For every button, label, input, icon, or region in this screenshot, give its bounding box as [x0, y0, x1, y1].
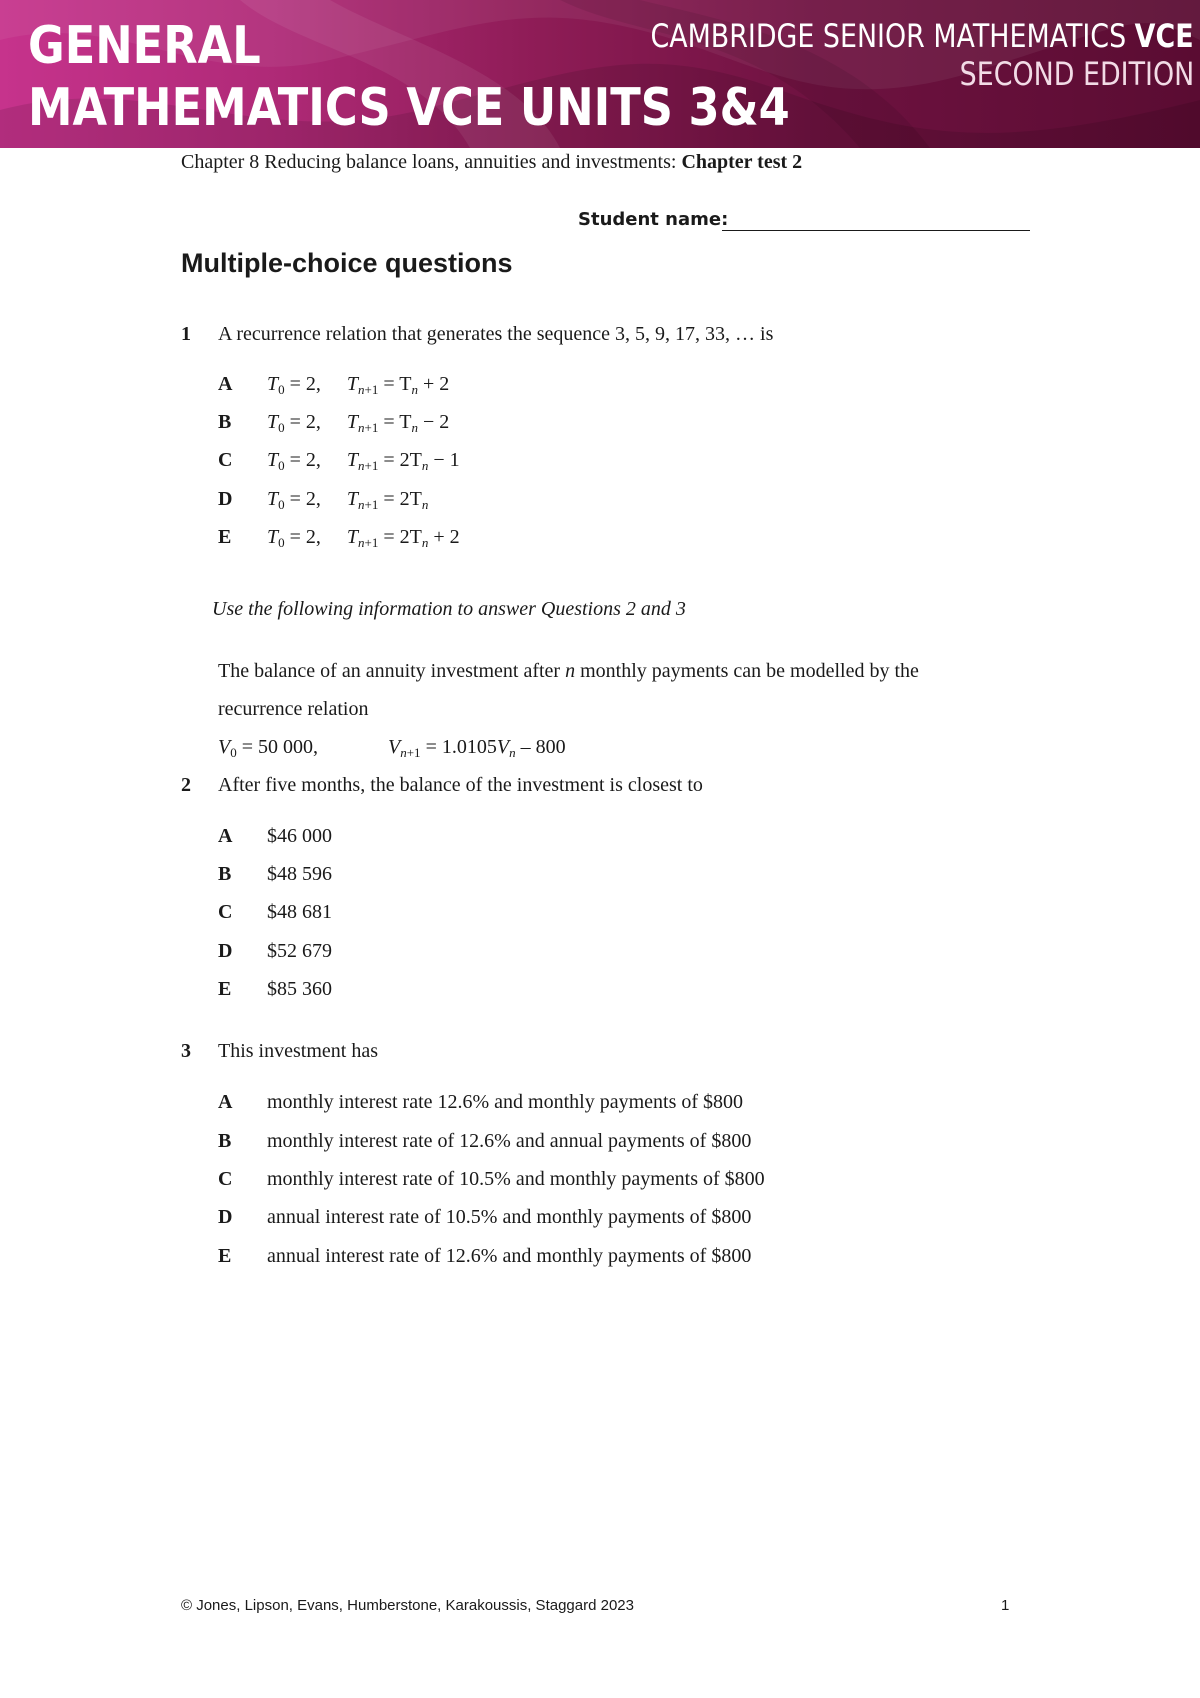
q1-option-d-text[interactable]: $T_0 = 2$, $T_{n+1} = 2T_n$ [267, 488, 429, 512]
student-name-label: Student name: [578, 209, 729, 230]
info-paragraph-line-1: The balance of an annuity investment after n monthly payments can be modelled by the [218, 660, 919, 682]
q3-option-b-text[interactable]: monthly interest rate of 12.6% and annual payments of $800 [267, 1130, 752, 1152]
info-recurrence-relation: $V_0 = 50$ 000, $V_{n+1} = 1.0105V_n - 800$ [218, 736, 566, 760]
header-banner [0, 0, 1200, 148]
q1-option-a-letter[interactable]: A [218, 373, 233, 395]
question-3-number: 3 [181, 1040, 191, 1062]
q2-option-b-letter[interactable]: B [218, 863, 232, 885]
q2-option-d-text[interactable]: $52 679 [267, 940, 332, 962]
q1-option-d-letter[interactable]: D [218, 488, 233, 510]
student-name-line[interactable] [722, 230, 1030, 231]
q3-option-a-text[interactable]: monthly interest rate 12.6% and monthly payments of $800 [267, 1091, 744, 1113]
q1-option-e-text[interactable]: $T_0 = 2$, $T_{n+1} = 2T_n + 2$ [267, 526, 460, 550]
section-heading: Multiple-choice questions [181, 248, 513, 278]
banner-title-line-2: MATHEMATICS VCE UNITS 3&4 [28, 78, 790, 138]
q2-option-c-letter[interactable]: C [218, 901, 233, 923]
q2-option-d-letter[interactable]: D [218, 940, 233, 962]
q2-option-a-text[interactable]: $46 000 [267, 825, 332, 847]
q3-option-d-text[interactable]: annual interest rate of 10.5% and monthly payments of $800 [267, 1206, 752, 1228]
q3-option-e-letter[interactable]: E [218, 1245, 232, 1267]
info-instruction: Use the following information to answer Questions 2 and 3 [212, 598, 686, 620]
q3-option-d-letter[interactable]: D [218, 1206, 233, 1228]
question-1-number: 1 [181, 323, 191, 345]
footer-copyright: © Jones, Lipson, Evans, Humberstone, Karakoussis, Staggard 2023 [181, 1597, 634, 1614]
banner-edition: SECOND EDITION [959, 55, 1194, 93]
question-2-text: After five months, the balance of the investment is closest to [218, 774, 703, 796]
q3-option-c-letter[interactable]: C [218, 1168, 233, 1190]
chapter-title: Chapter 8 Reducing balance loans, annuities and investments: Chapter test 2 [181, 151, 803, 173]
q2-option-e-letter[interactable]: E [218, 978, 232, 1000]
banner-title-line-1: GENERAL [28, 16, 261, 76]
q1-option-b-text[interactable]: $T_0 = 2$, $T_{n+1} = T_n - 2$ [267, 411, 450, 435]
q1-option-a-text[interactable]: $T_0 = 2$, $T_{n+1} = T_n + 2$ [267, 373, 450, 397]
banner-series-name: CAMBRIDGE SENIOR MATHEMATICS VCE [650, 17, 1194, 55]
q2-option-e-text[interactable]: $85 360 [267, 978, 332, 1000]
q1-option-c-letter[interactable]: C [218, 449, 233, 471]
q1-option-c-text[interactable]: $T_0 = 2$, $T_{n+1} = 2T_n - 1$ [267, 449, 460, 473]
q3-option-c-text[interactable]: monthly interest rate of 10.5% and monthly payments of $800 [267, 1168, 765, 1190]
q1-option-e-letter[interactable]: E [218, 526, 232, 548]
question-2-number: 2 [181, 774, 191, 796]
q3-option-e-text[interactable]: annual interest rate of 12.6% and monthly payments of $800 [267, 1245, 752, 1267]
question-3-text: This investment has [218, 1040, 378, 1062]
q2-option-c-text[interactable]: $48 681 [267, 901, 332, 923]
q1-option-b-letter[interactable]: B [218, 411, 232, 433]
q2-option-a-letter[interactable]: A [218, 825, 233, 847]
page-number: 1 [1001, 1597, 1010, 1614]
q3-option-a-letter[interactable]: A [218, 1091, 233, 1113]
question-1-text: A recurrence relation that generates the sequence 3, 5, 9, 17, 33, … is [218, 323, 774, 345]
info-paragraph-line-2: recurrence relation [218, 698, 369, 720]
q2-option-b-text[interactable]: $48 596 [267, 863, 332, 885]
q3-option-b-letter[interactable]: B [218, 1130, 232, 1152]
